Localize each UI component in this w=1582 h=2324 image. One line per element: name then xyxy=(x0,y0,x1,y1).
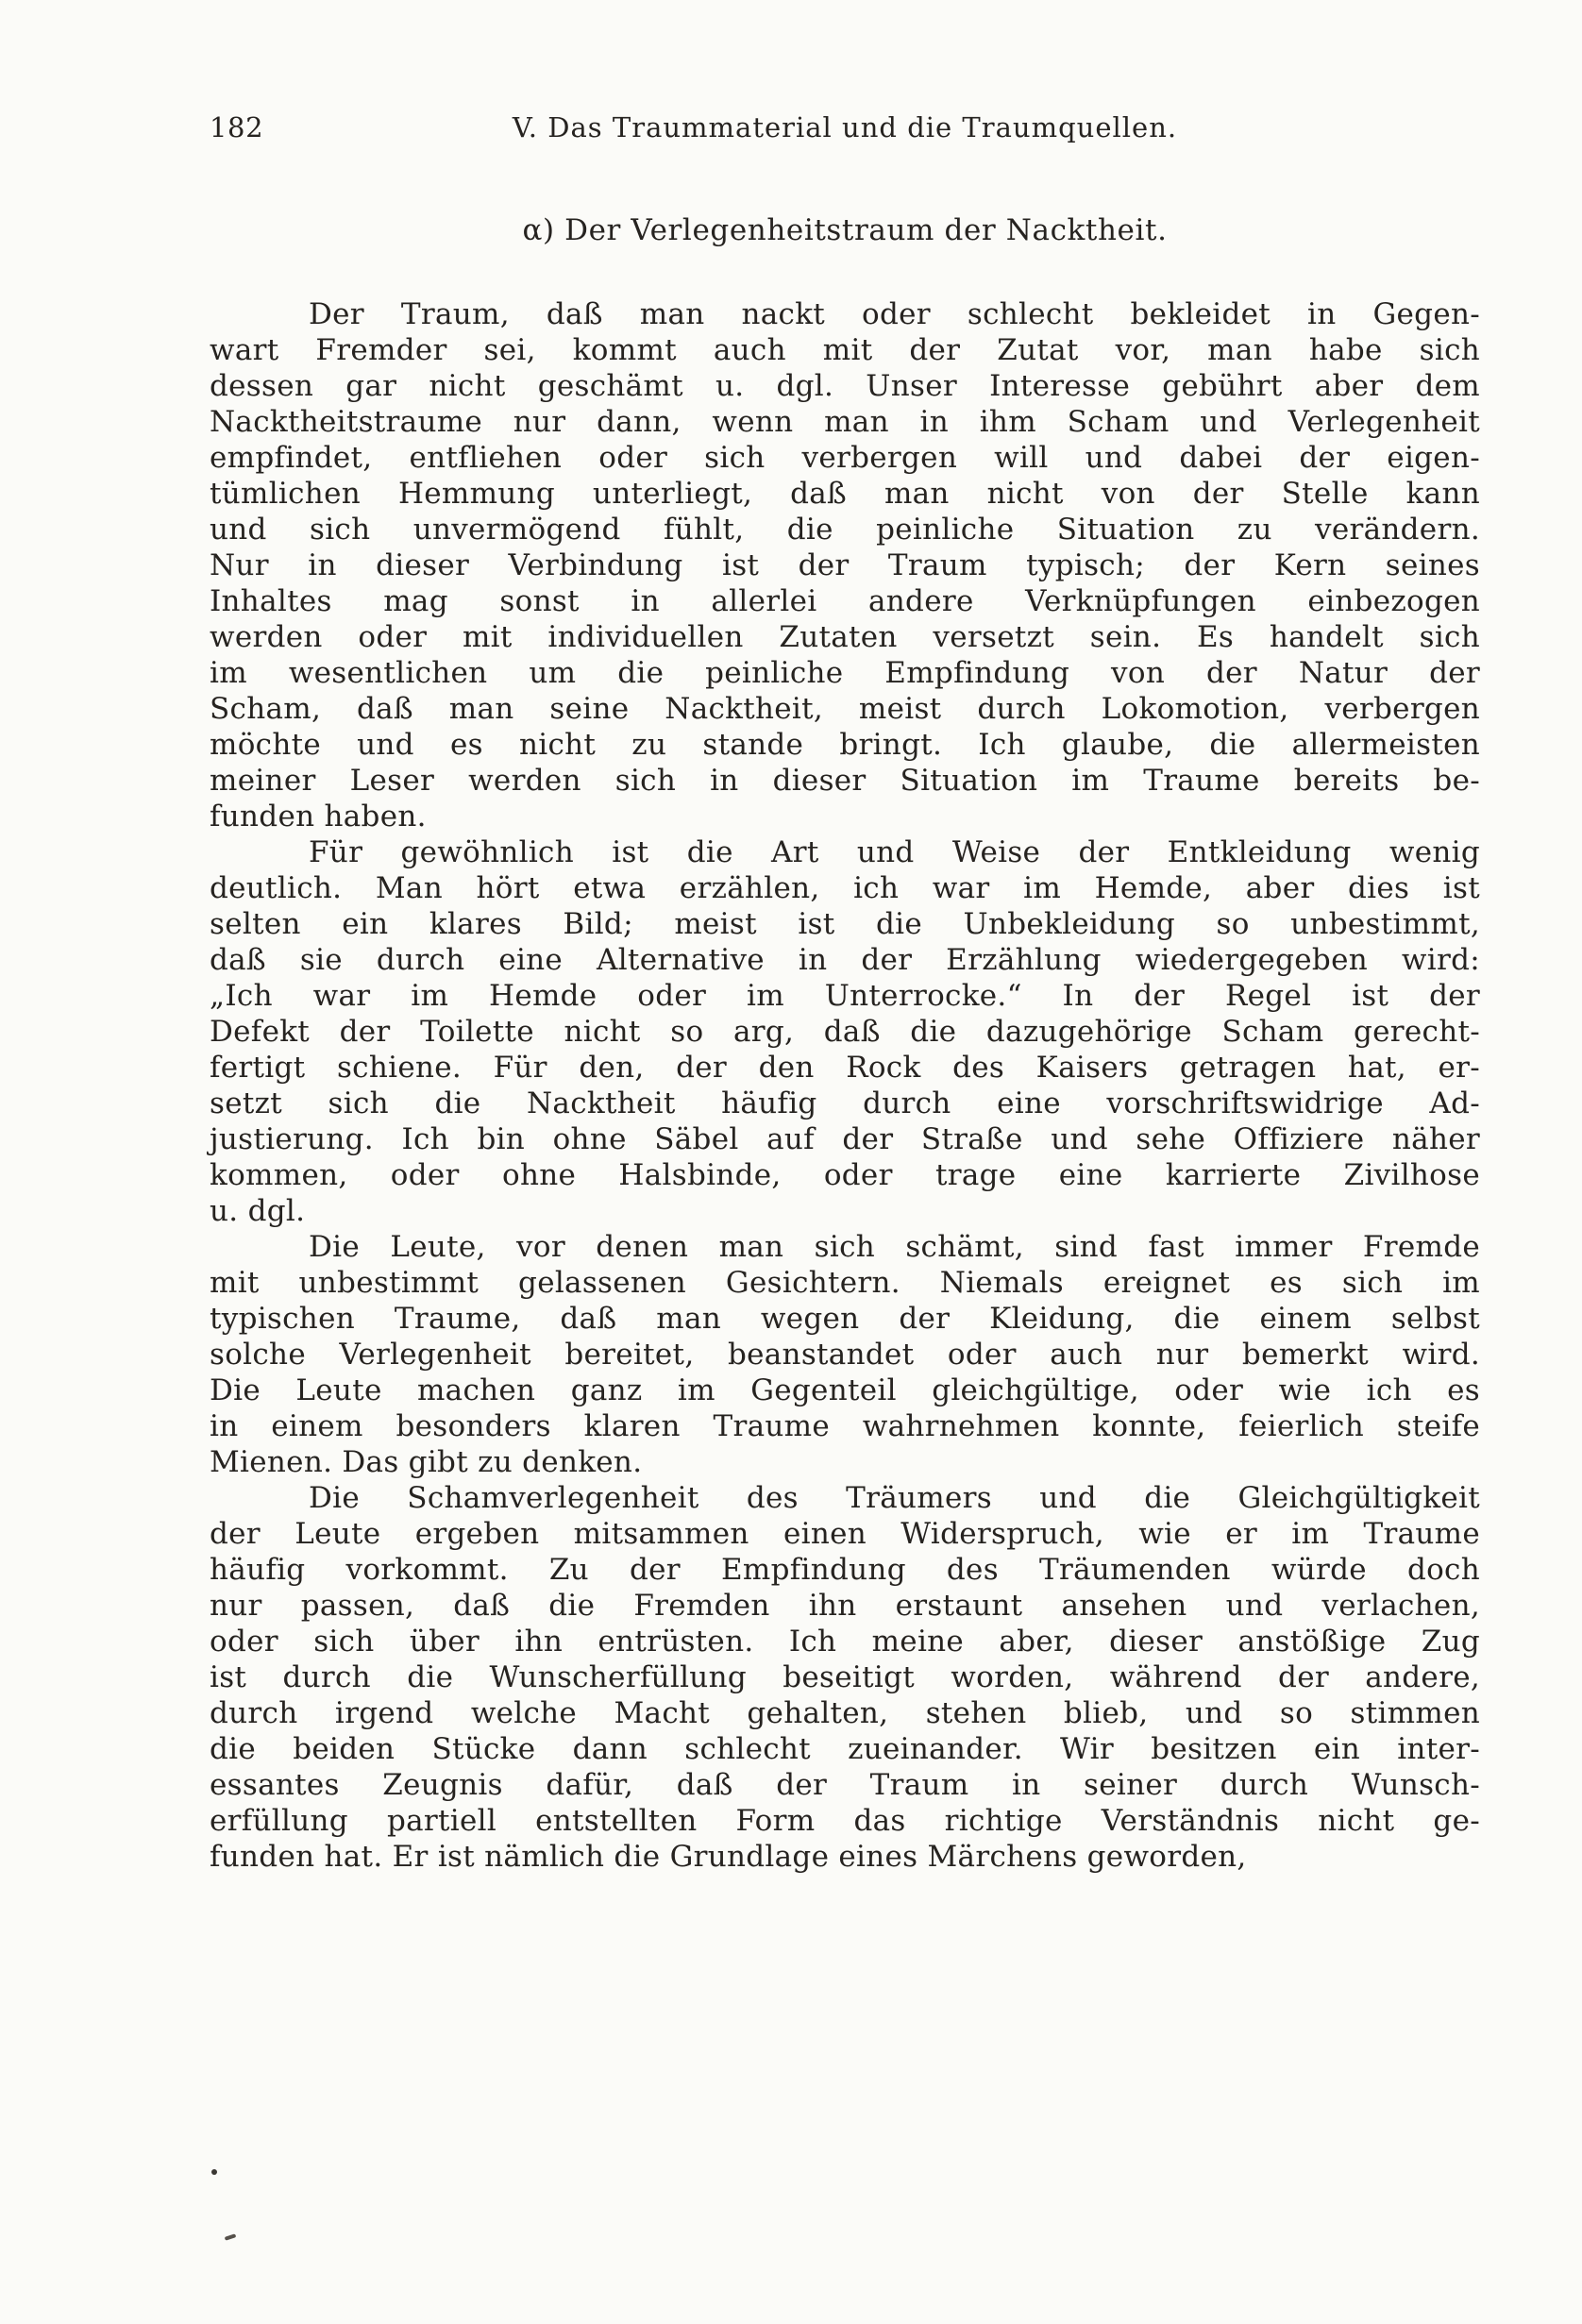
text-line: daß sie durch eine Alternative in der Erzählung wiedergegeben wird: xyxy=(210,943,1480,977)
text-line: Mienen. Das gibt zu denken. xyxy=(210,1445,643,1479)
text-line: der Leute ergeben mitsammen einen Widerspruch, wie er im Traume xyxy=(210,1517,1480,1551)
page-number: 182 xyxy=(210,111,264,143)
text-line: funden haben. xyxy=(210,800,427,834)
scan-artifact-dot xyxy=(211,2169,217,2175)
text-line: fertigt schiene. Für den, der den Rock des Kaisers getragen hat, er- xyxy=(210,1051,1480,1085)
page-header xyxy=(210,111,1480,143)
text-line: typischen Traume, daß man wegen der Kleidung, die einem selbst xyxy=(210,1302,1480,1336)
text-line: mit unbestimmt gelassenen Gesichtern. Niemals ereignet es sich im xyxy=(210,1266,1480,1300)
text-line: meiner Leser werden sich in dieser Situation im Traume bereits be- xyxy=(210,764,1480,798)
text-line: Nur in dieser Verbindung ist der Traum typisch; der Kern seines xyxy=(210,548,1480,582)
paragraph xyxy=(210,1229,1480,1480)
text-line: und sich unvermögend fühlt, die peinliche Situation zu verändern. xyxy=(210,513,1480,547)
text-line: setzt sich die Nacktheit häufig durch eine vorschriftswidrige Ad- xyxy=(210,1086,1480,1120)
text-line: deutlich. Man hört etwa erzählen, ich war im Hemde, aber dies ist xyxy=(210,871,1480,905)
text-line: selten ein klares Bild; meist ist die Unbekleidung so unbestimmt, xyxy=(210,907,1480,941)
text-line: oder sich über ihn entrüsten. Ich meine aber, dieser anstößige Zug xyxy=(210,1625,1480,1659)
text-line: Die Leute, vor denen man sich schämt, sind fast immer Fremde xyxy=(309,1230,1480,1264)
text-line: Nacktheitstraume nur dann, wenn man in ihm Scham und Verlegenheit xyxy=(210,405,1480,439)
scan-artifact-tick xyxy=(225,2233,237,2241)
text-line: essantes Zeugnis dafür, daß der Traum in seiner durch Wunsch- xyxy=(210,1768,1480,1802)
text-line: möchte und es nicht zu stande bringt. Ich glaube, die allermeisten xyxy=(210,728,1480,762)
text-line: ist durch die Wunscherfüllung beseitigt worden, während der andere, xyxy=(210,1660,1480,1694)
text-line: Scham, daß man seine Nacktheit, meist durch Lokomotion, verbergen xyxy=(210,692,1480,726)
text-line: erfüllung partiell entstellten Form das richtige Verständnis nicht ge- xyxy=(210,1804,1480,1838)
paragraph xyxy=(210,834,1480,1229)
text-line: Der Traum, daß man nackt oder schlecht bekleidet in Gegen- xyxy=(309,297,1480,331)
body-text xyxy=(210,296,1480,1875)
section-heading: α) Der Verlegenheitstraum der Nacktheit. xyxy=(522,213,1168,247)
text-line: nur passen, daß die Fremden ihn erstaunt ansehen und verlachen, xyxy=(210,1589,1480,1623)
text-line: werden oder mit individuellen Zutaten versetzt sein. Es handelt sich xyxy=(210,620,1480,654)
text-line: solche Verlegenheit bereitet, beanstandet oder auch nur bemerkt wird. xyxy=(210,1338,1480,1372)
text-line: dessen gar nicht geschämt u. dgl. Unser Interesse gebührt aber dem xyxy=(210,369,1480,403)
text-line: häufig vorkommt. Zu der Empfindung des Träumenden würde doch xyxy=(210,1553,1480,1587)
text-line: kommen, oder ohne Halsbinde, oder trage eine karrierte Zivilhose xyxy=(210,1158,1480,1192)
text-line: empfindet, entfliehen oder sich verbergen will und dabei der eigen- xyxy=(210,441,1480,475)
text-line: justierung. Ich bin ohne Säbel auf der Straße und sehe Offiziere näher xyxy=(210,1122,1480,1156)
text-line: funden hat. Er ist nämlich die Grundlage eines Märchens geworden, xyxy=(210,1840,1247,1874)
text-line: Defekt der Toilette nicht so arg, daß die dazugehörige Scham gerecht- xyxy=(210,1015,1480,1049)
text-line: „Ich war im Hemde oder im Unterrocke.“ In der Regel ist der xyxy=(210,979,1480,1013)
running-head: V. Das Traummaterial und die Traumquellen. xyxy=(512,111,1178,143)
text-line: Für gewöhnlich ist die Art und Weise der Entkleidung wenig xyxy=(309,835,1480,869)
text-line: durch irgend welche Macht gehalten, stehen blieb, und so stimmen xyxy=(210,1696,1480,1730)
text-line: die beiden Stücke dann schlecht zueinander. Wir besitzen ein inter- xyxy=(210,1732,1480,1766)
text-line: in einem besonders klaren Traume wahrnehmen konnte, feierlich steife xyxy=(210,1409,1480,1443)
text-line: Die Schamverlegenheit des Träumers und die Gleichgültigkeit xyxy=(309,1481,1480,1515)
text-line: u. dgl. xyxy=(210,1194,306,1228)
text-line: Die Leute machen ganz im Gegenteil gleichgültige, oder wie ich es xyxy=(210,1373,1480,1407)
text-line: wart Fremder sei, kommt auch mit der Zutat vor, man habe sich xyxy=(210,333,1480,367)
text-line: tümlichen Hemmung unterliegt, daß man nicht von der Stelle kann xyxy=(210,477,1480,511)
paragraph xyxy=(210,1480,1480,1875)
text-line: Inhaltes mag sonst in allerlei andere Verknüpfungen einbezogen xyxy=(210,584,1480,618)
text-line: im wesentlichen um die peinliche Empfindung von der Natur der xyxy=(210,656,1480,690)
paragraph xyxy=(210,296,1480,834)
